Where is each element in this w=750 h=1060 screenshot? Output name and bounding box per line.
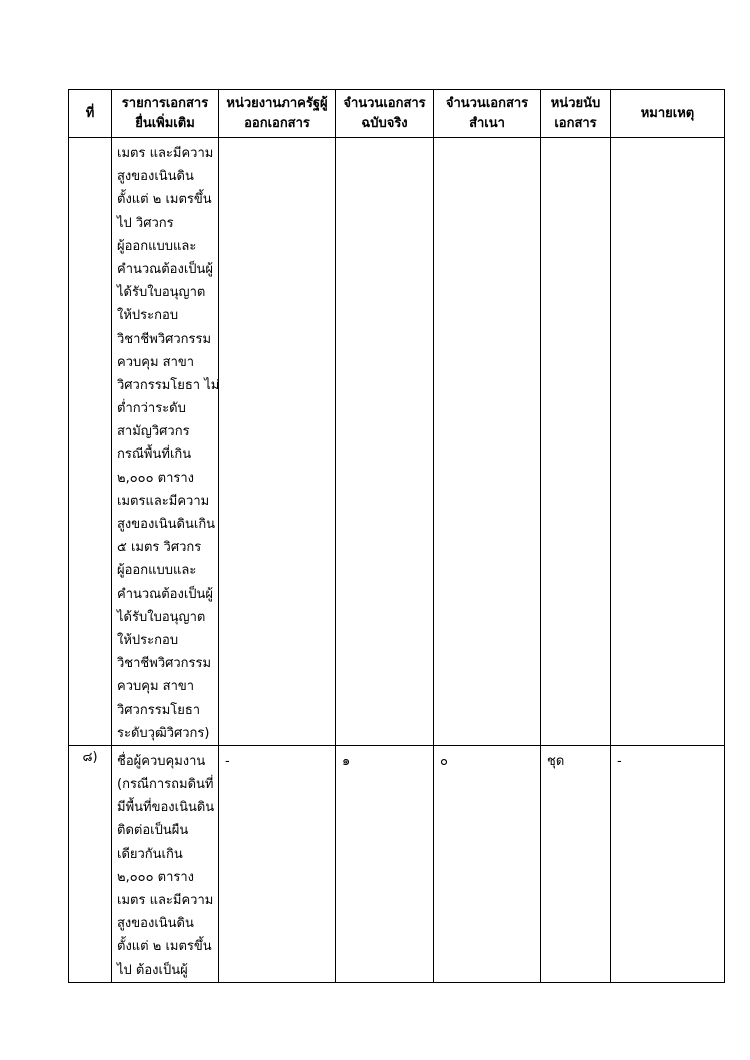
header-issuing-agency: หน่วยงานภาครัฐผู้ ออกเอกสาร bbox=[219, 90, 336, 138]
item-line: ผู้ออกแบบและ bbox=[117, 563, 197, 579]
row-item bbox=[112, 745, 219, 982]
item-line: ๒,๐๐๐ ตาราง bbox=[117, 869, 195, 885]
agency-value: - bbox=[225, 753, 230, 769]
row-unit bbox=[541, 138, 611, 746]
item-line: ผู้ออกแบบและ bbox=[117, 238, 197, 254]
item-line: เดียวกันเกิน bbox=[117, 846, 183, 862]
item-lines bbox=[112, 746, 218, 982]
item-line: (กรณีการถมดินที่ bbox=[117, 777, 214, 793]
row-agency bbox=[219, 138, 336, 746]
item-line: ได้รับใบอนุญาต bbox=[117, 609, 206, 625]
item-line: สูงของเนินดินเกิน bbox=[117, 517, 216, 532]
item-line: ตั้งแต่ ๒ เมตรขึ้น bbox=[117, 939, 212, 955]
row-originals bbox=[336, 745, 434, 982]
header-copies-count: จำนวนเอกสาร สำเนา bbox=[434, 90, 541, 138]
item-line: เมตร และมีความ bbox=[117, 893, 214, 908]
table-row bbox=[69, 745, 725, 982]
header-originals-count: จำนวนเอกสาร ฉบับจริง bbox=[336, 90, 434, 138]
item-line: คำนวณต้องเป็นผู้ bbox=[117, 261, 214, 277]
item-line: ตั้งแต่ ๒ เมตรขึ้น bbox=[117, 192, 212, 208]
row-copies bbox=[434, 138, 541, 746]
item-line: ๕ เมตร วิศวกร bbox=[117, 540, 202, 556]
item-line: ๒,๐๐๐ ตาราง bbox=[117, 470, 195, 486]
item-line: ชื่อผู้ควบคุมงาน bbox=[117, 753, 206, 769]
item-line: เมตรและมีความ bbox=[117, 493, 210, 509]
header-document-list: รายการเอกสาร ยื่นเพิ่มเติม bbox=[112, 90, 219, 138]
remark-value: - bbox=[617, 753, 622, 769]
documents-table bbox=[68, 89, 725, 983]
row-agency bbox=[219, 745, 336, 982]
item-line: วิชาชีพวิศวกรรม bbox=[117, 656, 212, 672]
item-line: ควบคุม สาขา bbox=[117, 679, 195, 695]
header-unit: หน่วยนับ เอกสาร bbox=[541, 90, 611, 138]
row-item bbox=[112, 138, 219, 746]
item-line: วิศวกรรมโยธา bbox=[117, 702, 201, 718]
row-originals bbox=[336, 138, 434, 746]
item-line: สูงของเนินดิน bbox=[117, 916, 194, 932]
item-line: คำนวณต้องเป็นผู้ bbox=[117, 586, 214, 602]
header-row bbox=[69, 90, 725, 138]
item-line: ไป วิศวกร bbox=[117, 215, 174, 231]
item-line: เมตร และมีความ bbox=[117, 146, 214, 161]
item-line: สามัญวิศวกร bbox=[117, 424, 190, 440]
item-line: ไป ต้องเป็นผู้ bbox=[117, 962, 188, 978]
row-unit bbox=[541, 745, 611, 982]
item-line: มีพื้นที่ของเนินดิน bbox=[117, 800, 215, 816]
item-line: ระดับวุฒิวิศวกร) bbox=[117, 725, 210, 741]
row-remark bbox=[611, 745, 725, 982]
item-lines bbox=[112, 138, 218, 745]
row-copies bbox=[434, 745, 541, 982]
row-number: ๘) bbox=[69, 745, 112, 982]
row-number bbox=[69, 138, 112, 746]
table-row bbox=[69, 138, 725, 746]
item-line: ได้รับใบอนุญาต bbox=[117, 285, 206, 301]
item-line: สูงของเนินดิน bbox=[117, 169, 194, 185]
item-line: วิศวกรรมโยธา ไม่ bbox=[117, 377, 220, 393]
item-line: ควบคุม สาขา bbox=[117, 354, 195, 370]
originals-value: ๑ bbox=[342, 753, 351, 769]
unit-value: ชุด bbox=[547, 753, 565, 769]
header-number: ที่ bbox=[69, 90, 112, 138]
copies-value: ๐ bbox=[440, 753, 448, 769]
item-line: ให้ประกอบ bbox=[117, 308, 179, 324]
item-line: วิชาชีพวิศวกรรม bbox=[117, 331, 212, 347]
item-line: ให้ประกอบ bbox=[117, 632, 179, 648]
item-line: ติดต่อเป็นผืน bbox=[117, 823, 189, 839]
item-line: ต่ำกว่าระดับ bbox=[117, 401, 186, 417]
row-remark bbox=[611, 138, 725, 746]
header-remark: หมายเหตุ bbox=[611, 90, 725, 138]
item-line: กรณีพื้นที่เกิน bbox=[117, 447, 192, 463]
